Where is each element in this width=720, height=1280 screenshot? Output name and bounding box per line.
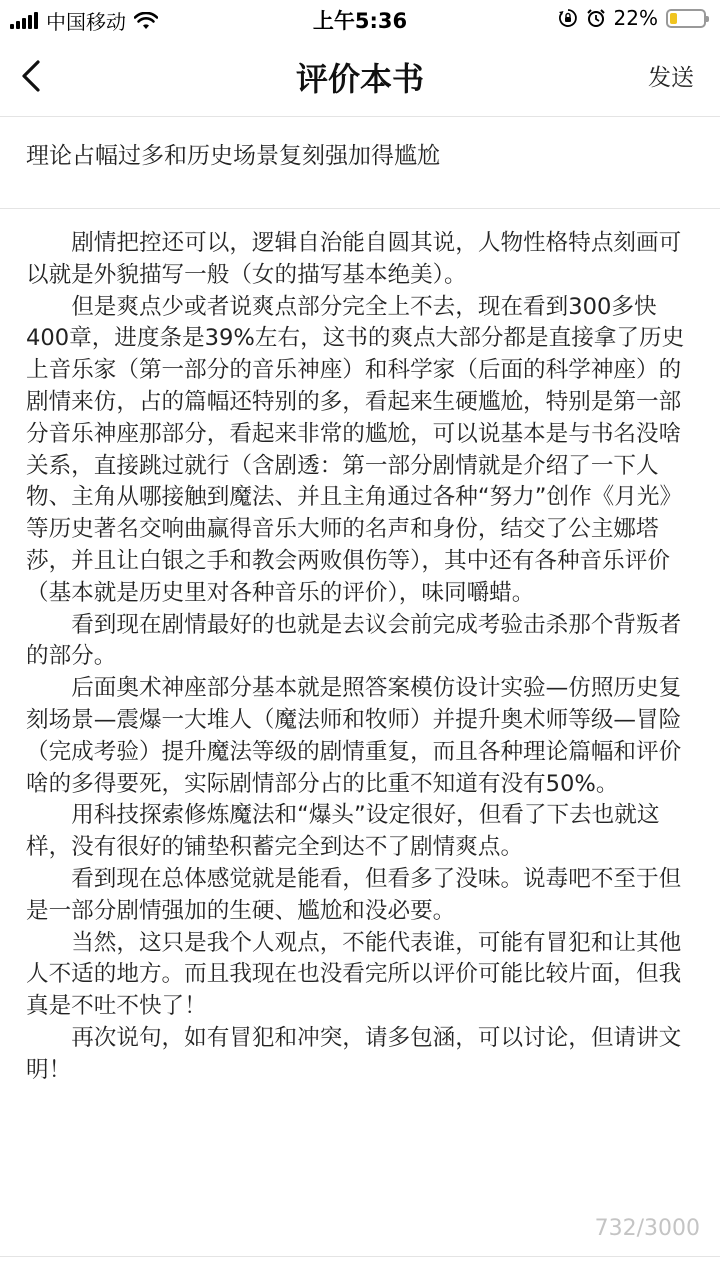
title-divider — [0, 208, 720, 209]
review-paragraph: 但是爽点少或者说爽点部分完全上不去，现在看到300多快400章，进度条是39%左右，这书的爽点大部分都是直接拿了历史上音乐家（第一部分的音乐神座）和科学家（后面的科学神座）的剧情来仿，占的篇幅还特别的多，看起来生硬尴尬，特别是第一部分音乐神座那部分，看起来非常的尴尬，可以说基本是与书名没啥关系，直接跳过就行（含剧透：第一部分剧情就是介绍了一下人物、主角从哪接触到魔法、并且主角通过各种“努力”创作《月光》等历史著名交响曲赢得音乐大师的名声和身份，结交了公主娜塔莎，并且让白银之手和教会两败俱伤等），其中还有各种音乐评价（基本就是历史里对各种音乐的评价），味同嚼蜡。 — [26, 293, 685, 606]
battery-level — [670, 13, 677, 24]
bottom-divider — [0, 1256, 720, 1257]
review-paragraph: 看到现在剧情最好的也就是去议会前完成考验击杀那个背叛者的部分。 — [26, 611, 682, 670]
review-paragraph: 剧情把控还可以，逻辑自治能自圆其说，人物性格特点刻画可以就是外貌描写一般（女的描写基本绝美）。 — [26, 230, 682, 288]
status-time: 上午5:36 — [312, 9, 408, 33]
carrier-name: 中国移动 — [46, 10, 126, 34]
char-counter: 732/3000 — [594, 1216, 700, 1241]
alarm-icon — [586, 8, 606, 28]
battery-icon — [666, 9, 706, 28]
status-right — [558, 6, 706, 30]
status-bar — [0, 0, 720, 38]
orientation-lock-icon — [558, 8, 578, 28]
review-paragraph: 后面奥术神座部分基本就是照答案模仿设计实验—仿照历史复刻场景—震爆一大堆人（魔法师和牧师）并提升奥术师等级—冒险（完成考验）提升魔法等级的剧情重复，而且各种理论篇幅和评价啥的多得要死，实际剧情部分占的比重不知道有没有50%。 — [26, 675, 682, 797]
battery-percent: 22% — [613, 6, 658, 30]
review-paragraph: 看到现在总体感觉就是能看，但看多了没味。说毒吧不至于但是一部分剧情强加的生硬、尴尬和没必要。 — [26, 865, 682, 924]
review-paragraph: 当然，这只是我个人观点，不能代表谁，可能有冒犯和让其他人不适的地方。而且我现在也没看完所以评价可能比较片面，但我真是不吐不快了！ — [26, 929, 682, 1020]
nav-divider — [0, 116, 720, 117]
send-button[interactable]: 发送 — [648, 65, 694, 91]
review-body-textarea[interactable] — [26, 228, 698, 1087]
review-paragraph: 用科技探索修炼魔法和“爆头”设定很好，但看了下去也就这样，没有很好的铺垫积蓄完全到达不了剧情爽点。 — [26, 802, 660, 861]
page-title: 评价本书 — [295, 60, 424, 98]
review-title-input[interactable]: 理论占幅过多和历史场景复刻强加得尴尬 — [26, 143, 440, 169]
review-paragraph: 再次说句，如有冒犯和冲突，请多包涵，可以讨论，但请讲文明！ — [26, 1024, 682, 1083]
nav-bar — [0, 38, 720, 116]
